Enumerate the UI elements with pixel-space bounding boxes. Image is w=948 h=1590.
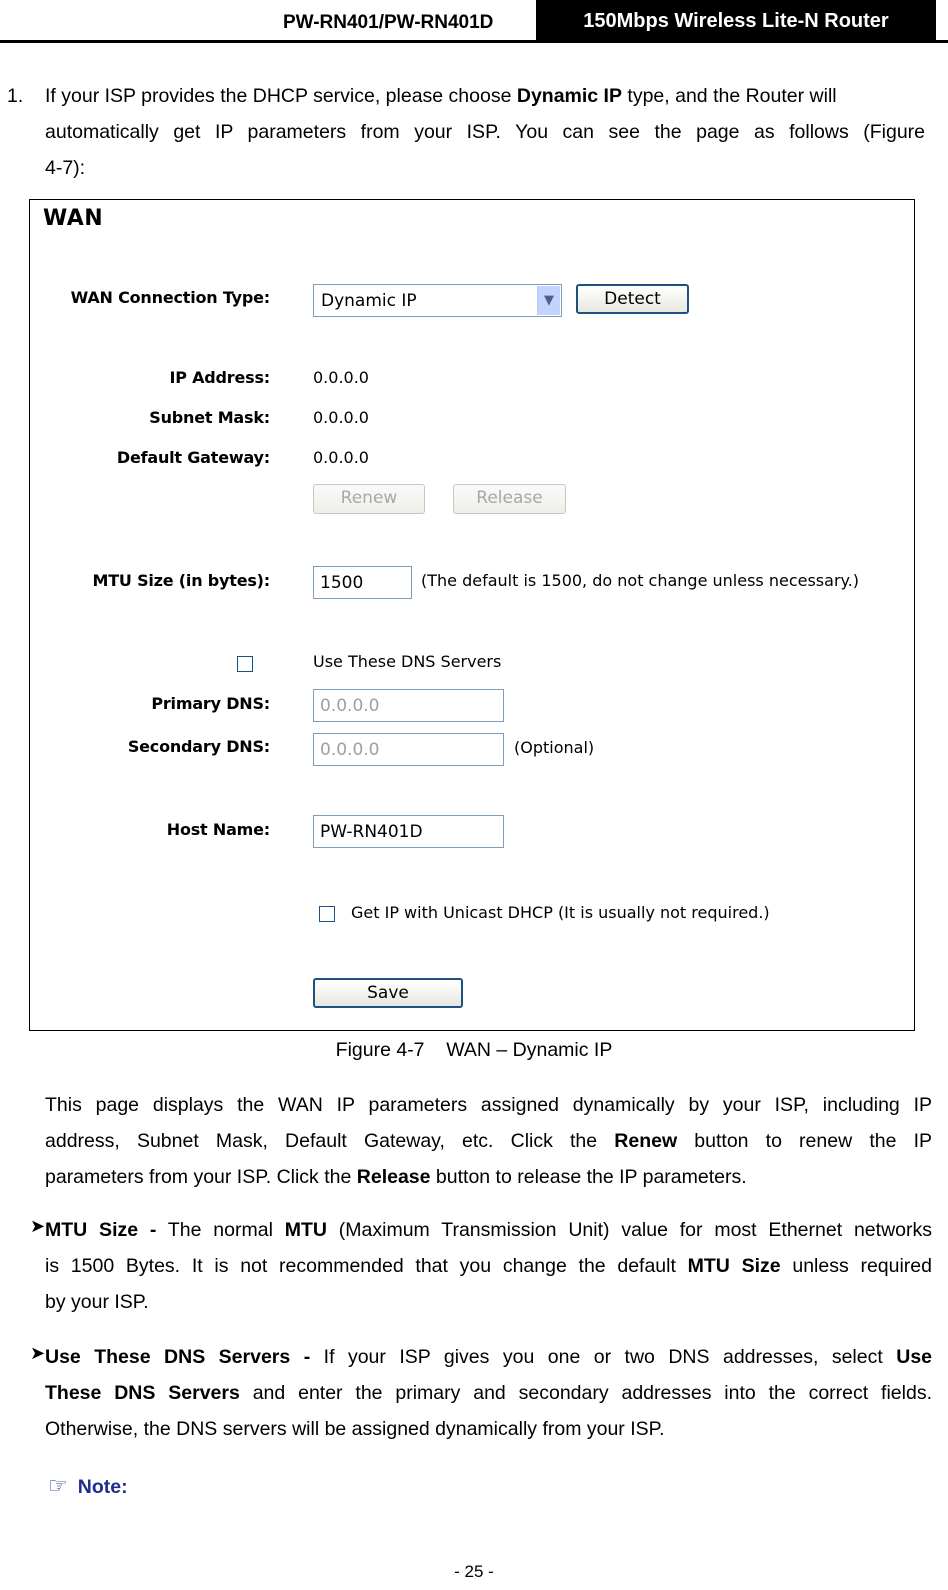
secondary-dns-hint: (Optional) <box>514 738 595 757</box>
intro-line-3: 4-7): <box>45 157 86 179</box>
intro-text: If your ISP provides the DHCP service, please choose <box>45 85 517 107</box>
bullet-text: unless required <box>780 1255 932 1277</box>
bullet-bold: MTU Size <box>687 1255 781 1277</box>
figure-title: WAN <box>43 206 104 231</box>
pointing-hand-icon: ☞ <box>48 1473 68 1498</box>
header-mark <box>924 30 934 42</box>
connection-type-label: WAN Connection Type: <box>70 288 270 307</box>
ip-address-label: IP Address: <box>169 368 270 387</box>
desc-text: address, Subnet Mask, Default Gateway, etc. Click the <box>45 1130 615 1152</box>
host-name-input[interactable]: PW-RN401D <box>313 815 504 848</box>
intro-text: type, and the Router will <box>622 85 837 107</box>
desc-text: parameters from your ISP. Click the <box>45 1166 357 1188</box>
mtu-label: MTU Size (in bytes): <box>92 571 270 590</box>
bullet-bold: MTU <box>284 1219 327 1241</box>
header-mark <box>537 30 547 42</box>
page-number: - 25 - <box>454 1562 494 1581</box>
mtu-input[interactable]: 1500 <box>313 566 412 599</box>
note-label: Note: <box>77 1476 128 1498</box>
figure-caption: Figure 4-7 WAN – Dynamic IP <box>335 1039 613 1061</box>
desc-text: button to release the IP parameters. <box>430 1166 747 1188</box>
connection-type-select[interactable] <box>313 284 562 317</box>
desc-bold: Renew <box>614 1130 678 1152</box>
mtu-bullet-line-3: by your ISP. <box>45 1291 149 1313</box>
intro-bold: Dynamic IP <box>516 85 622 107</box>
gateway-value: 0.0.0.0 <box>313 448 369 467</box>
secondary-dns-input[interactable]: 0.0.0.0 <box>313 733 504 766</box>
secondary-dns-label: Secondary DNS: <box>127 737 270 756</box>
renew-button[interactable]: Renew <box>313 484 425 514</box>
connection-type-value: Dynamic IP <box>321 291 417 311</box>
mtu-bullet-line-2 <box>45 1250 932 1282</box>
bullet-bold: Use <box>896 1346 933 1368</box>
intro-number: 1. <box>7 85 24 107</box>
bullet-text: (Maximum Transmission Unit) value for most Ethernet networks <box>326 1219 932 1241</box>
note-heading <box>48 1473 128 1499</box>
unicast-dhcp-checkbox[interactable] <box>319 906 335 922</box>
mtu-hint: (The default is 1500, do not change unless necessary.) <box>421 571 860 590</box>
release-button[interactable]: Release <box>453 484 566 514</box>
dns-bullet-line-1 <box>45 1341 932 1373</box>
save-button[interactable]: Save <box>313 978 463 1008</box>
ip-address-value: 0.0.0.0 <box>313 368 369 387</box>
primary-dns-label: Primary DNS: <box>151 694 270 713</box>
use-dns-label: Use These DNS Servers <box>313 652 502 671</box>
bullet-arrow-icon: ➤ <box>30 1343 46 1363</box>
header-rule <box>0 40 948 43</box>
chevron-down-icon[interactable]: ▼ <box>537 286 560 315</box>
desc-line-2 <box>45 1125 932 1157</box>
unicast-dhcp-label: Get IP with Unicast DHCP (It is usually not required.) <box>351 903 770 922</box>
wan-figure <box>29 199 915 1031</box>
page-header <box>0 0 948 42</box>
subnet-mask-label: Subnet Mask: <box>149 408 270 427</box>
subnet-mask-value: 0.0.0.0 <box>313 408 369 427</box>
desc-bold: Release <box>356 1166 431 1188</box>
bullet-text: is 1500 Bytes. It is not recommended that you change the default <box>45 1255 688 1277</box>
bullet-bold: These DNS Servers <box>45 1382 240 1404</box>
intro-line-1 <box>45 80 925 112</box>
host-name-label: Host Name: <box>166 820 270 839</box>
bullet-bold: Use These DNS Servers - <box>45 1346 311 1368</box>
use-dns-checkbox[interactable] <box>237 656 253 672</box>
dns-bullet-line-2 <box>45 1377 932 1409</box>
mtu-bullet-line-1 <box>45 1214 932 1246</box>
product-tab: 150Mbps Wireless Lite-N Router <box>536 0 936 40</box>
bullet-bold: MTU Size - <box>45 1219 157 1241</box>
model-name: PW-RN401/PW-RN401D <box>283 12 494 33</box>
desc-text: button to renew the IP <box>677 1130 932 1152</box>
bullet-text: The normal <box>156 1219 285 1241</box>
intro-line-2: automatically get IP parameters from your ISP. You can see the page as follows (Figure <box>45 121 925 143</box>
bullet-text: If your ISP gives you one or two DNS addresses, select <box>310 1346 897 1368</box>
detect-button[interactable]: Detect <box>576 284 689 314</box>
desc-line-3 <box>45 1161 747 1193</box>
primary-dns-input[interactable]: 0.0.0.0 <box>313 689 504 722</box>
bullet-arrow-icon: ➤ <box>30 1216 46 1236</box>
gateway-label: Default Gateway: <box>116 448 270 467</box>
bullet-text: and enter the primary and secondary addresses into the correct fields. <box>239 1382 932 1404</box>
desc-line-1: This page displays the WAN IP parameters assigned dynamically by your ISP, including IP <box>45 1094 932 1116</box>
dns-bullet-line-3: Otherwise, the DNS servers will be assigned dynamically from your ISP. <box>45 1418 665 1440</box>
